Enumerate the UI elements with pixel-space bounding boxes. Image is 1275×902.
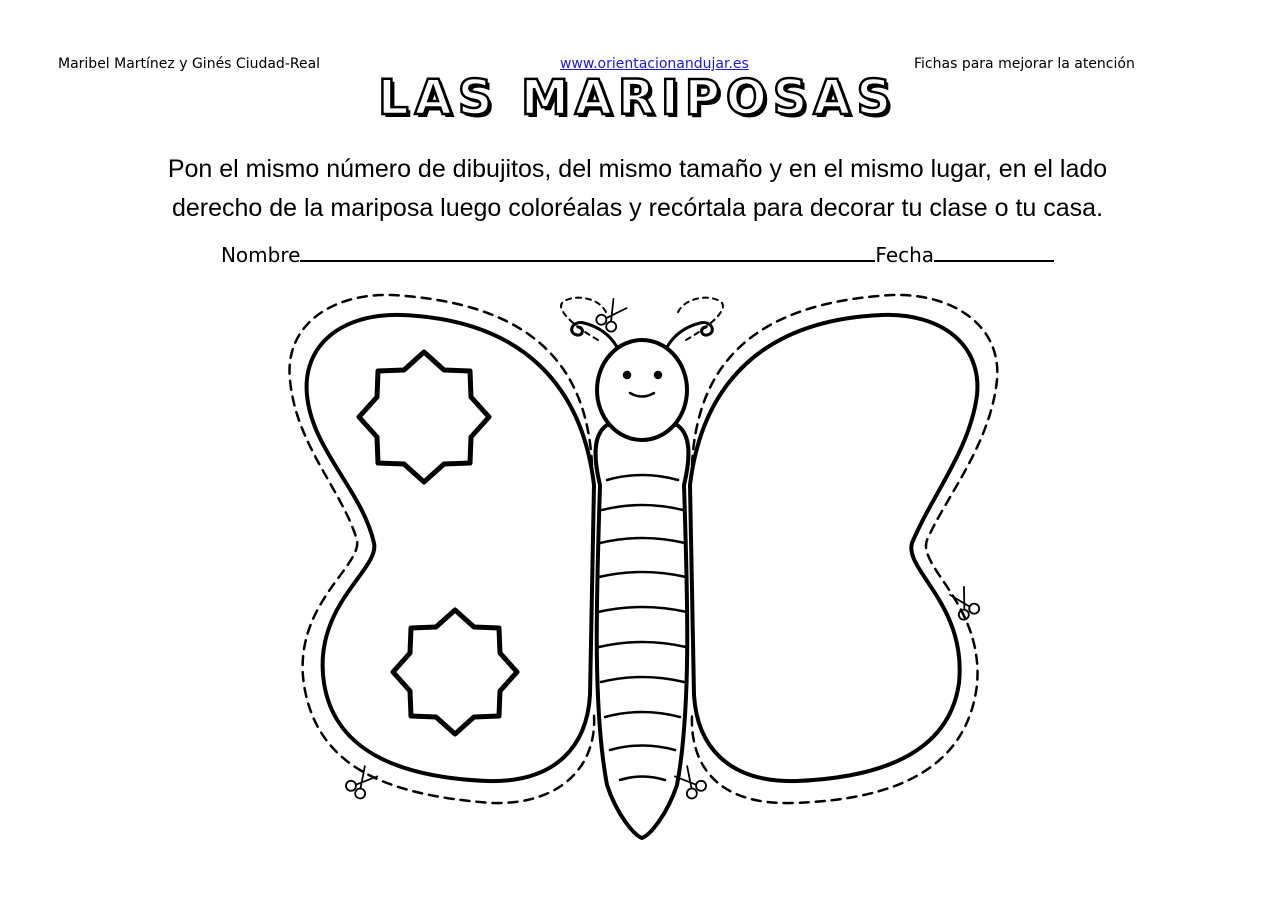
left-wing: [307, 315, 594, 781]
eight-point-star-icon: [359, 352, 489, 482]
butterfly-drawing: [262, 285, 1022, 850]
date-blank[interactable]: [934, 238, 1054, 262]
name-label: Nombre: [220, 243, 301, 267]
butterfly-body: [596, 340, 689, 838]
instructions: [50, 150, 1225, 228]
eight-point-star-icon: [393, 610, 517, 734]
worksheet-subject: Fichas para mejorar la atención: [914, 56, 1135, 72]
website-link[interactable]: www.orientacionandujar.es: [560, 56, 749, 72]
worksheet-title: LAS MARIPOSAS: [377, 70, 898, 126]
instructions-line-2: derecho de la mariposa luego coloréalas y recórtala para decorar tu clase o tu casa.: [171, 194, 1104, 222]
date-label: Fecha: [875, 243, 935, 267]
author-credit: Maribel Martínez y Ginés Ciudad-Real: [58, 56, 321, 72]
name-blank[interactable]: [300, 238, 875, 262]
name-date-line: [0, 238, 1275, 267]
right-wing: [690, 315, 977, 781]
instructions-line-1: Pon el mismo número de dibujitos, del mismo tamaño y en el mismo lugar, en el lado: [167, 155, 1108, 183]
cut-line-antennae: [561, 298, 723, 340]
